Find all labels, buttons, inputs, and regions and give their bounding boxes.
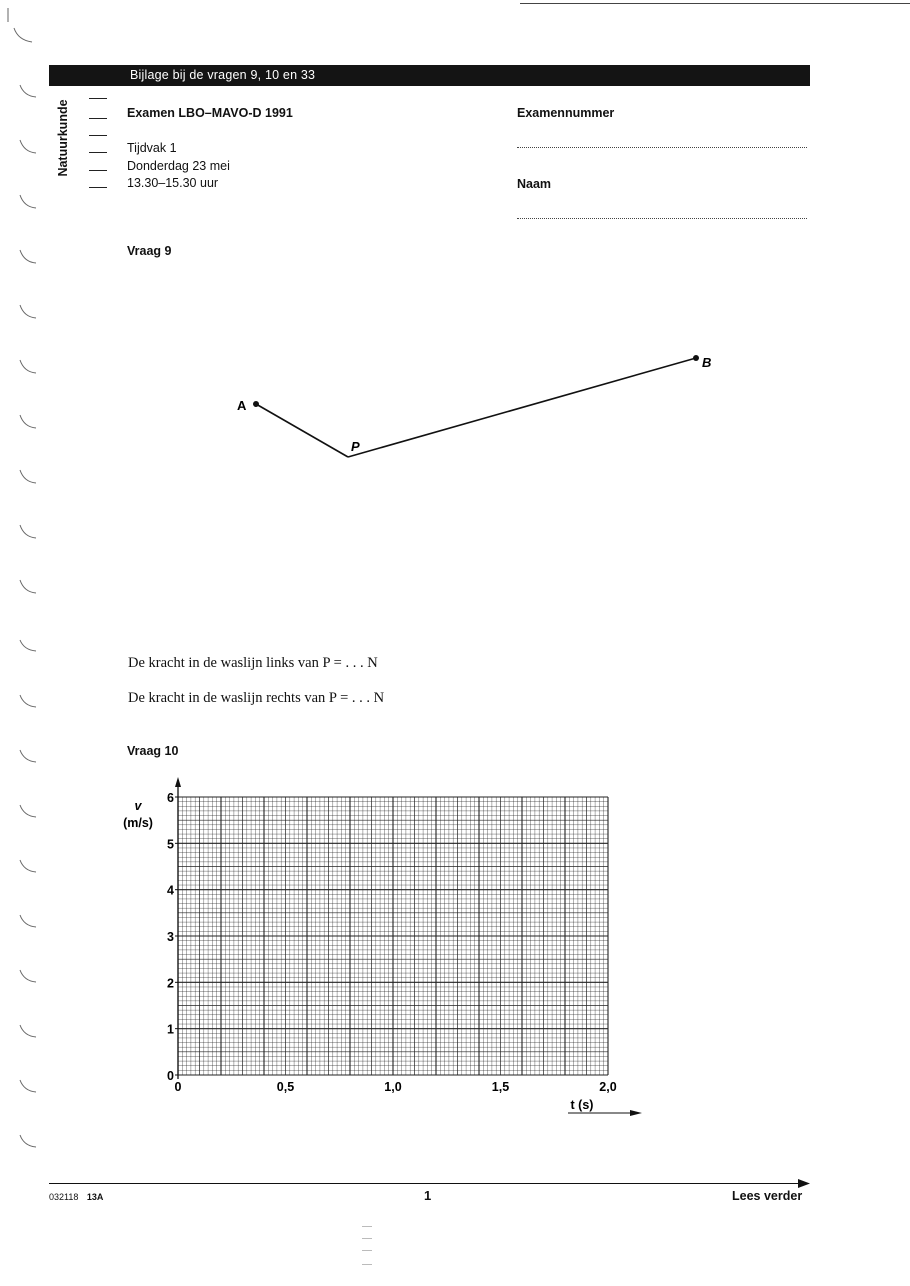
footer-code bbox=[49, 1192, 103, 1202]
name-field[interactable] bbox=[517, 217, 807, 219]
y-tick-label: 5 bbox=[167, 837, 174, 852]
point-b bbox=[693, 355, 699, 361]
arrow-right-icon bbox=[798, 1178, 812, 1189]
y-tick-label: 1 bbox=[167, 1022, 174, 1037]
line-p-b bbox=[348, 358, 696, 457]
scan-mark bbox=[362, 1264, 372, 1265]
x-tick-label: 1,0 bbox=[384, 1080, 402, 1094]
banner-text: Bijlage bij de vragen 9, 10 en 33 bbox=[124, 66, 321, 85]
margin-dash bbox=[89, 118, 107, 119]
x-tick-label: 0 bbox=[174, 1080, 182, 1094]
chart-axes bbox=[175, 777, 181, 1079]
y-axis-unit: (m/s) bbox=[123, 816, 153, 830]
chart-ticks bbox=[123, 791, 642, 1116]
y-tick-label: 2 bbox=[167, 976, 174, 991]
footer-code-number: 032118 bbox=[49, 1192, 79, 1202]
label-b: B bbox=[702, 355, 712, 370]
x-tick-label: 2,0 bbox=[599, 1080, 617, 1094]
scan-mark bbox=[362, 1250, 372, 1251]
scan-mark bbox=[362, 1238, 372, 1239]
x-tick-label: 0,5 bbox=[276, 1080, 295, 1094]
vraag10-heading: Vraag 10 bbox=[127, 744, 179, 758]
y-axis-label: v bbox=[134, 799, 142, 813]
y-tick-label: 4 bbox=[167, 883, 174, 898]
point-a bbox=[253, 401, 259, 407]
footer-code-suffix: 13A bbox=[86, 1192, 104, 1202]
exam-number-field[interactable] bbox=[517, 146, 807, 148]
vraag9-heading: Vraag 9 bbox=[127, 244, 172, 258]
footer-rule bbox=[49, 1183, 806, 1184]
margin-dash bbox=[89, 170, 107, 171]
exam-time: 13.30–15.30 uur bbox=[127, 176, 219, 190]
margin-dash bbox=[89, 152, 107, 153]
margin-dash bbox=[89, 135, 107, 136]
subject-label-container bbox=[54, 90, 72, 185]
x-axis-arrow bbox=[630, 1110, 642, 1116]
lees-verder: Lees verder bbox=[732, 1189, 803, 1203]
force-left-line: De kracht in de waslijn links van P = . . . N bbox=[128, 655, 378, 671]
line-a-p bbox=[256, 404, 348, 457]
margin-dash bbox=[89, 98, 107, 99]
chart-grid bbox=[178, 797, 608, 1075]
exam-date: Donderdag 23 mei bbox=[127, 159, 230, 173]
scan-mark bbox=[362, 1226, 372, 1227]
force-right-line: De kracht in de waslijn rechts van P = . . . N bbox=[128, 690, 385, 706]
name-label: Naam bbox=[517, 177, 552, 191]
y-axis-arrow bbox=[175, 777, 181, 787]
top-rule bbox=[520, 3, 910, 4]
subject-label: Natuurkunde bbox=[56, 98, 70, 177]
exam-title: Examen LBO–MAVO-D 1991 bbox=[127, 106, 293, 120]
exam-session: Tijdvak 1 bbox=[127, 141, 177, 155]
waslijn-diagram bbox=[230, 345, 720, 470]
label-p: P bbox=[351, 439, 360, 454]
y-tick-label: 3 bbox=[167, 930, 174, 944]
velocity-time-chart bbox=[120, 775, 660, 1125]
exam-number-label: Examennummer bbox=[517, 106, 615, 120]
x-axis-label: t (s) bbox=[570, 1098, 594, 1112]
y-tick-label: 0 bbox=[167, 1069, 174, 1083]
y-tick-label: 6 bbox=[167, 791, 174, 805]
binder-marks bbox=[0, 0, 40, 1286]
margin-dash bbox=[89, 187, 107, 188]
page-number: 1 bbox=[424, 1188, 432, 1203]
label-a: A bbox=[237, 398, 247, 413]
x-tick-label: 1,5 bbox=[491, 1080, 510, 1094]
